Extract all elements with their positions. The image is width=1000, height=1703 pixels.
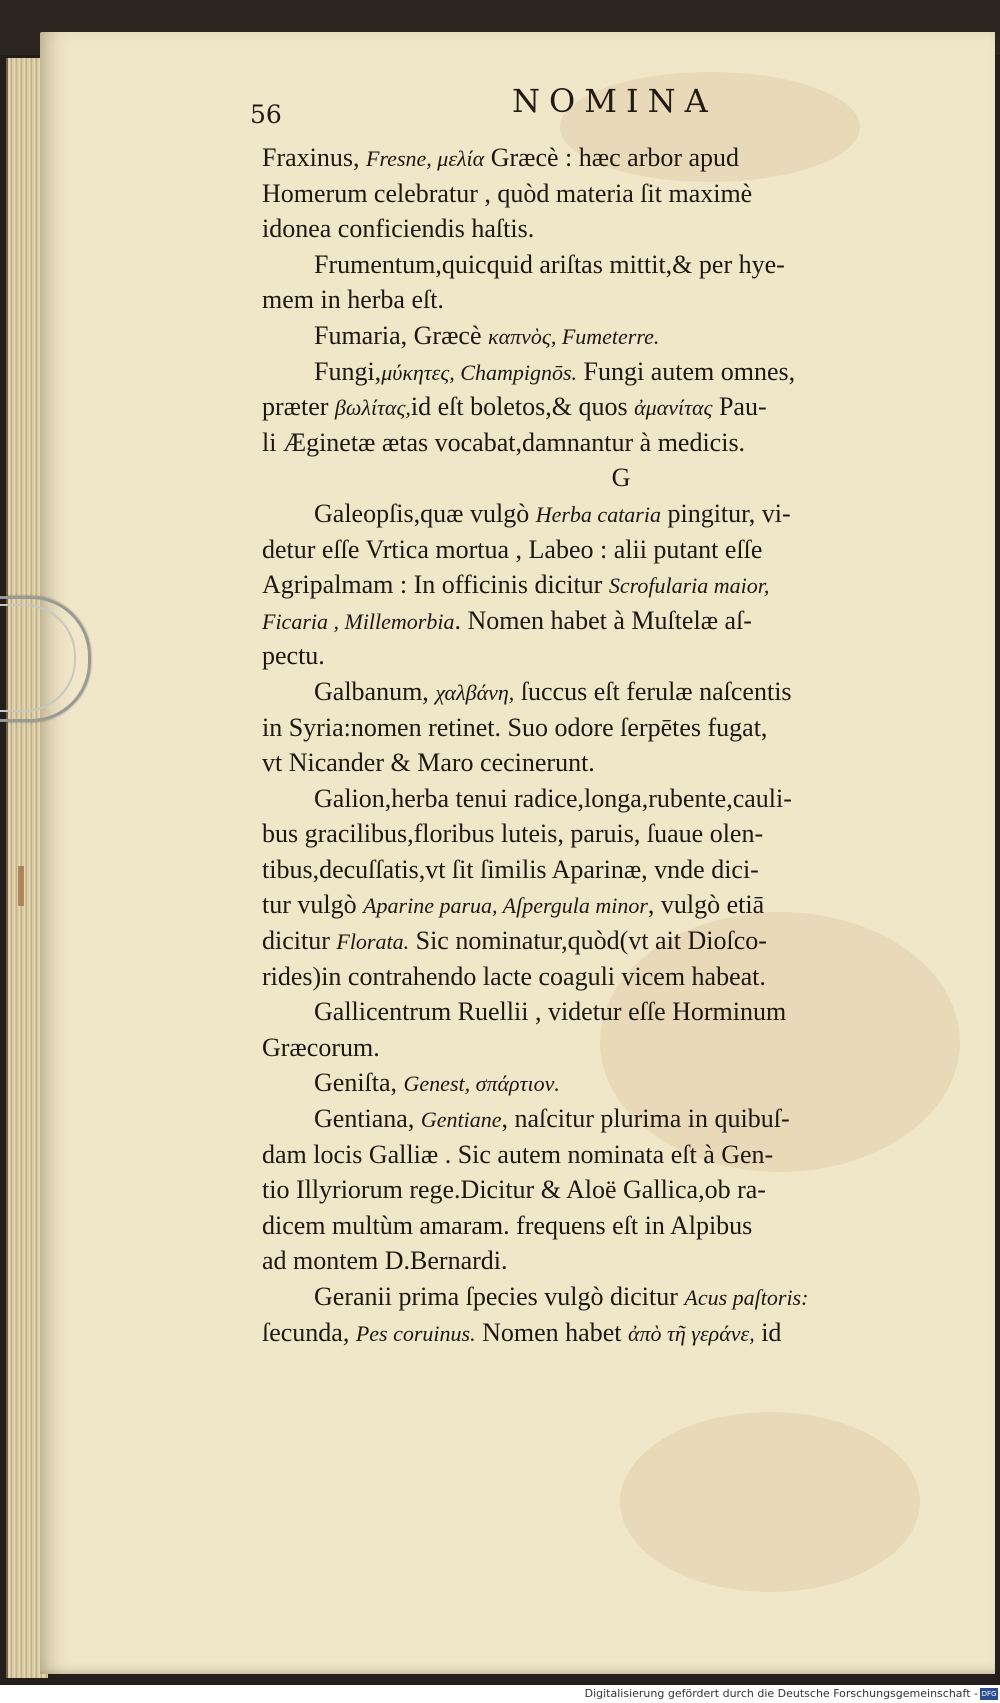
- text-segment: Agripalmam : In officinis dicitur: [262, 570, 609, 600]
- text-line: [262, 923, 930, 959]
- text-segment: , naſcitur plurima in quibuſ-: [501, 1104, 790, 1134]
- text-line: [262, 710, 930, 746]
- italic-term: ἀπὸ τῆ γεράνε,: [627, 1320, 755, 1346]
- section-letter: [262, 460, 930, 496]
- text-line: [262, 318, 930, 354]
- text-segment: G: [611, 463, 631, 493]
- text-segment: Geniſta,: [262, 1068, 404, 1098]
- text-line: [262, 1101, 930, 1137]
- text-line: [262, 425, 930, 461]
- italic-term: Genest, σπάρτιον.: [403, 1071, 560, 1097]
- text-segment: Græcorum.: [262, 1032, 380, 1062]
- text-line: [262, 1065, 930, 1101]
- italic-term: ἀμανίτας: [634, 395, 713, 421]
- text-line: [262, 781, 930, 817]
- text-segment: , vulgò etiā: [647, 890, 765, 920]
- text-segment: dicitur: [262, 926, 337, 956]
- bookmark-mark: [18, 866, 24, 906]
- text-segment: dam locis Galliæ . Sic autem nominata eſt à Gen-: [262, 1139, 774, 1169]
- text-segment: Græcè : hæc arbor apud: [484, 143, 740, 172]
- text-line: [262, 603, 930, 639]
- text-line: [262, 1030, 930, 1066]
- text-segment: id eſt boletos,& quos: [410, 392, 635, 422]
- text-line: [262, 211, 930, 247]
- italic-term: Fresne, μελία: [366, 146, 485, 171]
- italic-term: Ficaria , Millemorbia: [262, 608, 455, 634]
- text-segment: ſecunda,: [262, 1317, 356, 1347]
- page-header: [250, 82, 930, 130]
- text-line: [262, 1315, 930, 1351]
- text-segment: Frumentum,quicquid ariſtas mittit,& per hye-: [262, 249, 785, 279]
- text-segment: bus gracilibus,floribus luteis, paruis, ſuaue olen-: [262, 819, 764, 849]
- text-segment: Galeopſis,quæ vulgò: [262, 498, 536, 528]
- text-segment: Galion,herba tenui radice,longa,rubente,cauli-: [262, 783, 792, 813]
- text-line: [262, 959, 930, 995]
- text-line: [262, 496, 930, 532]
- italic-term: Acus paſtoris:: [684, 1285, 809, 1310]
- text-segment: dicem multùm amaram. frequens eſt in Alpibus: [262, 1210, 753, 1240]
- text-segment: idonea conficiendis haſtis.: [262, 214, 535, 244]
- text-segment: Nomen habet: [475, 1317, 628, 1347]
- text-segment: id: [754, 1317, 782, 1347]
- paper-stain: [620, 1412, 920, 1592]
- text-segment: Sic nominatur,quòd(vt ait Dioſco-: [409, 926, 767, 956]
- text-line: [262, 1243, 930, 1279]
- text-line: [262, 638, 930, 674]
- page-number: 56: [250, 100, 282, 129]
- text-segment: Gallicentrum Ruellii , videtur eſſe Horminum: [262, 997, 787, 1027]
- text-segment: ad montem D.Bernardi.: [262, 1246, 508, 1276]
- italic-term: Florata.: [336, 929, 410, 955]
- text-segment: præter: [262, 392, 335, 422]
- text-segment: Fumaria, Græcè: [262, 320, 489, 350]
- text-line: [262, 282, 930, 318]
- text-segment: tibus,decuſſatis,vt ſit ſimilis Aparinæ, vnde dici-: [262, 854, 759, 884]
- text-line: [262, 247, 930, 283]
- footer-credit: Digitalisierung gefördert durch die Deutsche Forschungsgemeinschaft -: [584, 1687, 978, 1700]
- text-segment: mem in herba eſt.: [262, 285, 444, 315]
- italic-term: Herba cataria: [535, 501, 661, 527]
- italic-term: μύκητες, Champignōs.: [381, 359, 578, 385]
- italic-term: Aparine parua, Aſpergula minor: [363, 893, 648, 919]
- text-line: [262, 745, 930, 781]
- text-segment: Fungi,: [262, 356, 382, 386]
- text-segment: detur eſſe Vrtica mortua , Labeo : alii putant eſſe: [262, 534, 763, 564]
- footer-bar: [0, 1685, 1000, 1703]
- text-segment: pectu.: [262, 641, 325, 671]
- text-segment: . Nomen habet à Muſtelæ aſ-: [454, 605, 752, 635]
- text-segment: Fungi autem omnes,: [577, 356, 796, 386]
- text-segment: Fraxinus,: [262, 143, 366, 172]
- text-segment: ſuccus eſt ferulæ naſcentis: [514, 676, 792, 706]
- text-line: [262, 389, 930, 425]
- text-line: [262, 674, 930, 710]
- page-text: [262, 140, 930, 1350]
- dfg-logo: DFG: [981, 1690, 997, 1698]
- text-segment: tur vulgò: [262, 890, 364, 920]
- text-segment: in Syria:nomen retinet. Suo odore ſerpētes fugat,: [262, 712, 768, 742]
- text-segment: tio Illyriorum rege.Dicitur & Aloë Gallica,ob ra-: [262, 1175, 766, 1205]
- text-line: [262, 140, 930, 176]
- text-segment: rides)in contrahendo lacte coaguli vicem habeat.: [262, 961, 766, 991]
- text-segment: Galbanum,: [262, 676, 436, 706]
- running-head: NOMINA: [512, 82, 717, 120]
- text-line: [262, 887, 930, 923]
- text-line: [262, 1279, 930, 1315]
- text-line: [262, 354, 930, 390]
- text-segment: Homerum celebratur , quòd materia ſit maximè: [262, 178, 753, 208]
- text-segment: Geranii prima ſpecies vulgò dicitur: [262, 1282, 685, 1311]
- text-line: [262, 532, 930, 568]
- italic-term: βωλίτας,: [334, 395, 411, 421]
- text-segment: pingitur, vi-: [660, 498, 791, 528]
- italic-term: καπνὸς, Fumeterre.: [488, 323, 660, 349]
- italic-term: Pes coruinus.: [355, 1320, 476, 1346]
- text-line: [262, 1208, 930, 1244]
- italic-term: Gentiane: [420, 1107, 502, 1133]
- text-line: [262, 176, 930, 212]
- text-segment: Gentiana,: [262, 1104, 421, 1134]
- italic-term: χαλβάνη,: [435, 679, 515, 705]
- italic-term: Scrofularia maior,: [608, 573, 770, 599]
- text-line: [262, 567, 930, 603]
- text-line: [262, 852, 930, 888]
- text-segment: li Æginetæ ætas vocabat,damnantur à medicis.: [262, 427, 746, 457]
- text-segment: Pau-: [712, 392, 767, 422]
- text-segment: vt Nicander & Maro cecinerunt.: [262, 748, 595, 778]
- text-line: [262, 994, 930, 1030]
- text-line: [262, 1137, 930, 1173]
- text-line: [262, 1172, 930, 1208]
- text-line: [262, 816, 930, 852]
